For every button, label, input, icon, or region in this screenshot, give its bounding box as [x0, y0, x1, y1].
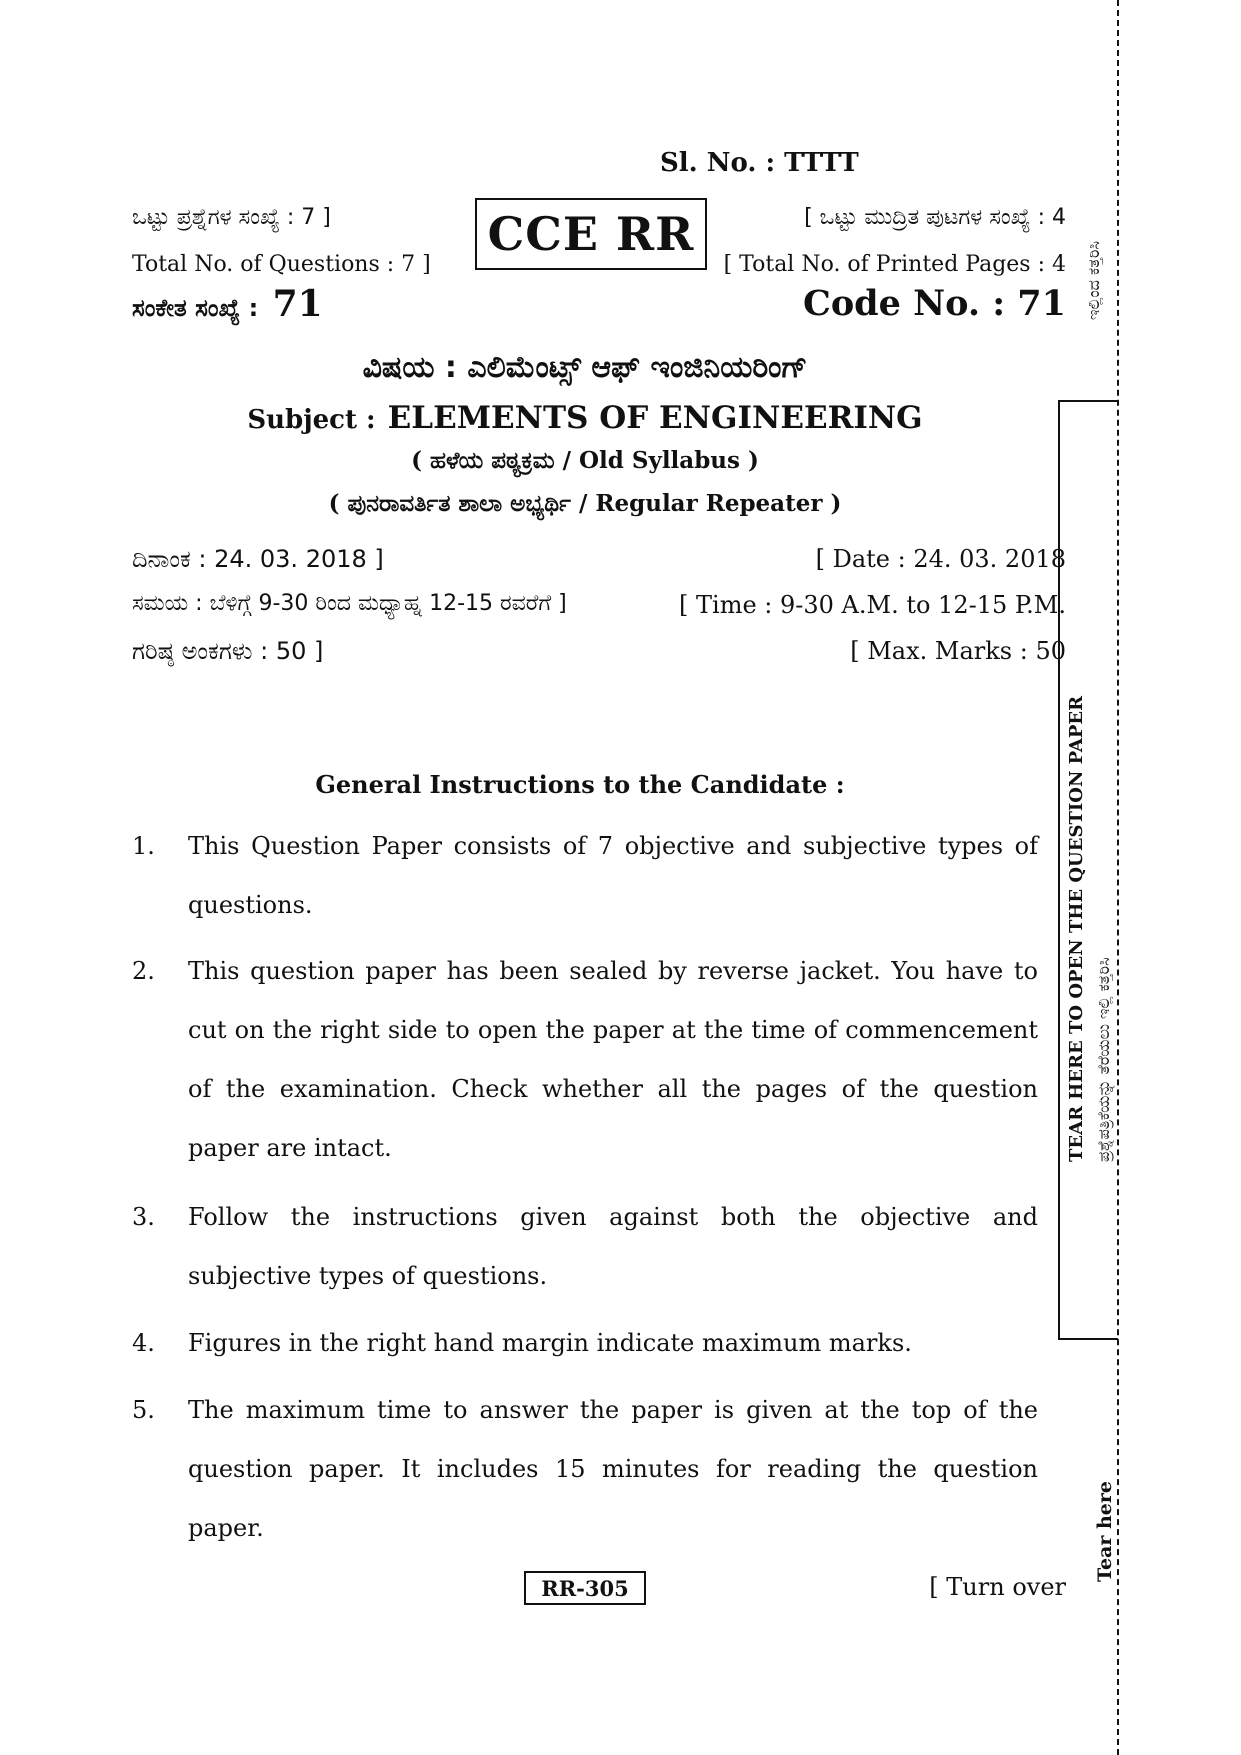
- instruction-text: This Question Paper consists of 7 objective and subjective types of questions.: [188, 832, 1038, 919]
- max-marks-kannada: ಗರಿಷ್ಠ ಅಂಕಗಳು : 50 ]: [132, 637, 324, 665]
- instructions-title: General Instructions to the Candidate :: [315, 770, 845, 799]
- instruction-text: Figures in the right hand margin indicate maximum marks.: [188, 1329, 912, 1357]
- exam-code-box: [475, 198, 707, 270]
- paper-code: RR-305: [541, 1575, 629, 1601]
- subject-label: Subject :: [247, 405, 376, 435]
- time-kannada: ಸಮಯ : ಬೆಳಿಗ್ಗೆ 9-30 ರಿಂದ ಮಧ್ಯಾಹ್ನ 12-15 ರವರೆಗೆ ]: [132, 591, 567, 616]
- subject-title: [0, 400, 1170, 436]
- date-kannada: ದಿನಾಂಕ : 24. 03. 2018 ]: [132, 545, 384, 573]
- subject-name: ELEMENTS OF ENGINEERING: [387, 400, 923, 436]
- instruction-item: [132, 1188, 1038, 1306]
- max-marks: [ Max. Marks : 50: [850, 637, 1066, 665]
- instruction-item: [132, 1381, 1038, 1558]
- subject-kannada: ವಿಷಯ : ಎಲಿಮೆಂಟ್ಸ್ ಆಫ್ ಇಂಜಿನಿಯರಿಂಗ್: [362, 350, 808, 385]
- cut-here-kannada: ಇಲ್ಲಿಂದ ಕತ್ತರಿಸಿ: [1084, 241, 1103, 320]
- printed-pages-kannada: [ ಒಟ್ಟು ಮುದ್ರಿತ ಪುಟಗಳ ಸಂಖ್ಯೆ : 4: [804, 205, 1066, 230]
- paper-code-box: [524, 1571, 646, 1605]
- syllabus-line: ( ಹಳೆಯ ಪಠ್ಯಕ್ರಮ / Old Syllabus ): [411, 447, 759, 474]
- tear-here-instruction-kannada: ಪ್ರಶ್ನೆಪತ್ರಿಕೆಯನ್ನು ತೆರೆಯಲು ಇಲ್ಲಿ ಕತ್ತರಿಸಿ: [1094, 957, 1113, 1162]
- candidate-type-line: ( ಪುನರಾವರ್ತಿತ ಶಾಲಾ ಅಭ್ಯರ್ಥಿ / Regular Repeater ): [328, 490, 842, 517]
- tear-here-label: Tear here: [1094, 1481, 1116, 1582]
- printed-pages: [ Total No. of Printed Pages : 4: [723, 252, 1066, 277]
- tear-here-instruction: TEAR HERE TO OPEN THE QUESTION PAPER: [1066, 695, 1087, 1162]
- time: [ Time : 9-30 A.M. to 12-15 P.M.: [679, 591, 1066, 619]
- instruction-number: 1.: [132, 832, 155, 860]
- code-label-kannada: ಸಂಕೇತ ಸಂಖ್ಯೆ :: [132, 294, 259, 322]
- date: [ Date : 24. 03. 2018: [815, 545, 1066, 573]
- exam-code: CCE RR: [487, 207, 695, 261]
- instruction-text: The maximum time to answer the paper is given at the top of the question paper. It includes 15 minutes for reading the question paper.: [188, 1396, 1038, 1542]
- serial-number: Sl. No. : TTTT: [660, 148, 859, 178]
- instruction-item: [132, 942, 1038, 1178]
- instruction-number: 4.: [132, 1329, 155, 1357]
- total-questions: Total No. of Questions : 7 ]: [132, 252, 431, 277]
- instruction-text: This question paper has been sealed by reverse jacket. You have to cut on the right side to open the paper at the time of commencement of the examination. Check whether all the pages of the question paper are intact.: [188, 957, 1038, 1162]
- instruction-number: 5.: [132, 1396, 155, 1424]
- total-questions-kannada: ಒಟ್ಟು ಪ್ರಶ್ನೆಗಳ ಸಂಖ್ಯೆ : 7 ]: [132, 205, 331, 230]
- code-value: 71: [272, 283, 323, 325]
- instruction-number: 2.: [132, 957, 155, 985]
- instruction-item: [132, 817, 1038, 935]
- instruction-number: 3.: [132, 1203, 155, 1231]
- instruction-text: Follow the instructions given against both the objective and subjective types of questions.: [188, 1203, 1038, 1290]
- instruction-item: [132, 1314, 1038, 1373]
- turn-over-note: [ Turn over: [929, 1573, 1066, 1601]
- code-number: Code No. : 71: [802, 283, 1066, 324]
- code-number-kannada: [132, 283, 323, 325]
